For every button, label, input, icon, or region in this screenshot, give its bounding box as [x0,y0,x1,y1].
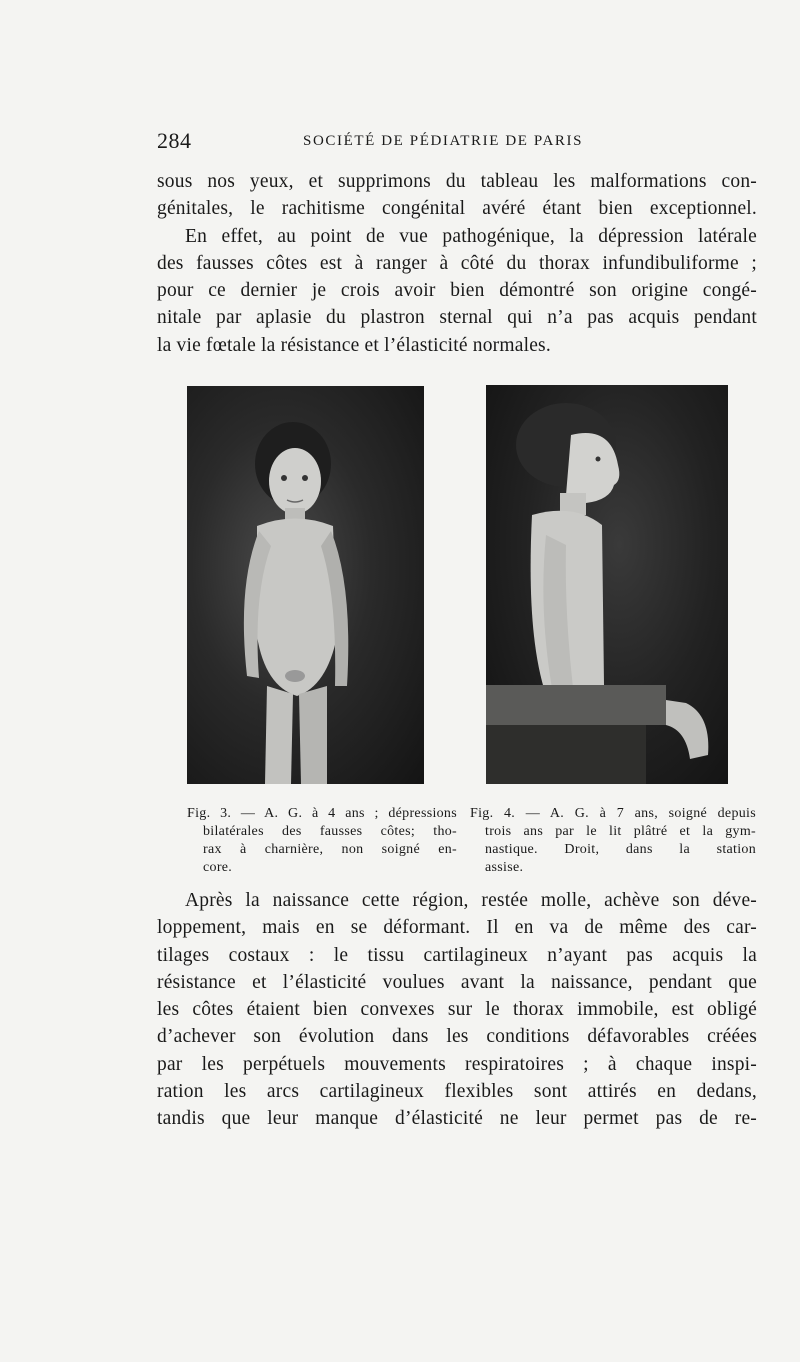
text-line: loppement, mais en se déformant. Il en va de même des car- [157,917,757,939]
figure-4-caption [470,805,756,877]
text-line: résistance et l’élasticité voulues avant la naissance, pendant que [157,971,757,993]
text-line: la vie fœtale la résistance et l’élasticité normales. [157,334,551,356]
figure-3-caption [187,805,457,877]
text-line: d’achever son évolution dans les conditions défavorables créées [157,1026,757,1048]
caption-line: core. [203,860,233,875]
caption-line: Fig. 4. — A. G. à 7 ans, soigné depuis [470,806,756,821]
page-header [157,128,757,156]
caption-line: nastique. Droit, dans la station [485,842,756,857]
figure-4-photo [486,385,728,784]
caption-line: trois ans par le lit plâtré et la gym- [485,824,756,839]
seated-child-illustration [486,385,728,784]
figure-3-photo [187,386,424,784]
text-line: génitales, le rachitisme congénital avéré étant bien exceptionnel. [157,198,757,220]
text-line: tandis que leur manque d’élasticité ne leur permet pas de re- [157,1108,757,1130]
caption-line: rax à charnière, non soigné en- [203,842,457,857]
text-line: ration les arcs cartilagineux flexibles sont attirés en dedans, [157,1081,757,1103]
caption-line: bilatérales des fausses côtes; tho- [203,824,457,839]
text-line: des fausses côtes est à ranger à côté du thorax infundibuliforme ; [157,252,757,274]
text-line: par les perpétuels mouvements respiratoires ; à chaque inspi- [157,1053,757,1075]
text-line: tilages costaux : le tissu cartilagineux n’ayant pas acquis la [157,944,757,966]
page-number: 284 [157,128,192,153]
running-title: SOCIÉTÉ DE PÉDIATRIE DE PARIS [303,133,584,149]
caption-line: assise. [485,860,524,875]
text-line: pour ce dernier je crois avoir bien démontré son origine congé- [157,280,757,302]
paragraph-2 [157,887,757,1133]
text-line: nitale par aplasie du plastron sternal qui n’a pas acquis pendant [157,307,757,329]
text-line: Après la naissance cette région, restée molle, achève son déve- [185,890,757,911]
caption-line: Fig. 3. — A. G. à 4 ans ; dépressions [187,806,457,821]
standing-child-illustration [187,386,424,784]
text-line: sous nos yeux, et supprimons du tableau les malformations con- [157,171,757,192]
text-line: les côtes étaient bien convexes sur le thorax immobile, est obligé [157,999,757,1021]
text-line: En effet, au point de vue pathogénique, la dépression latérale [185,225,757,247]
paragraph-1 [157,168,757,359]
